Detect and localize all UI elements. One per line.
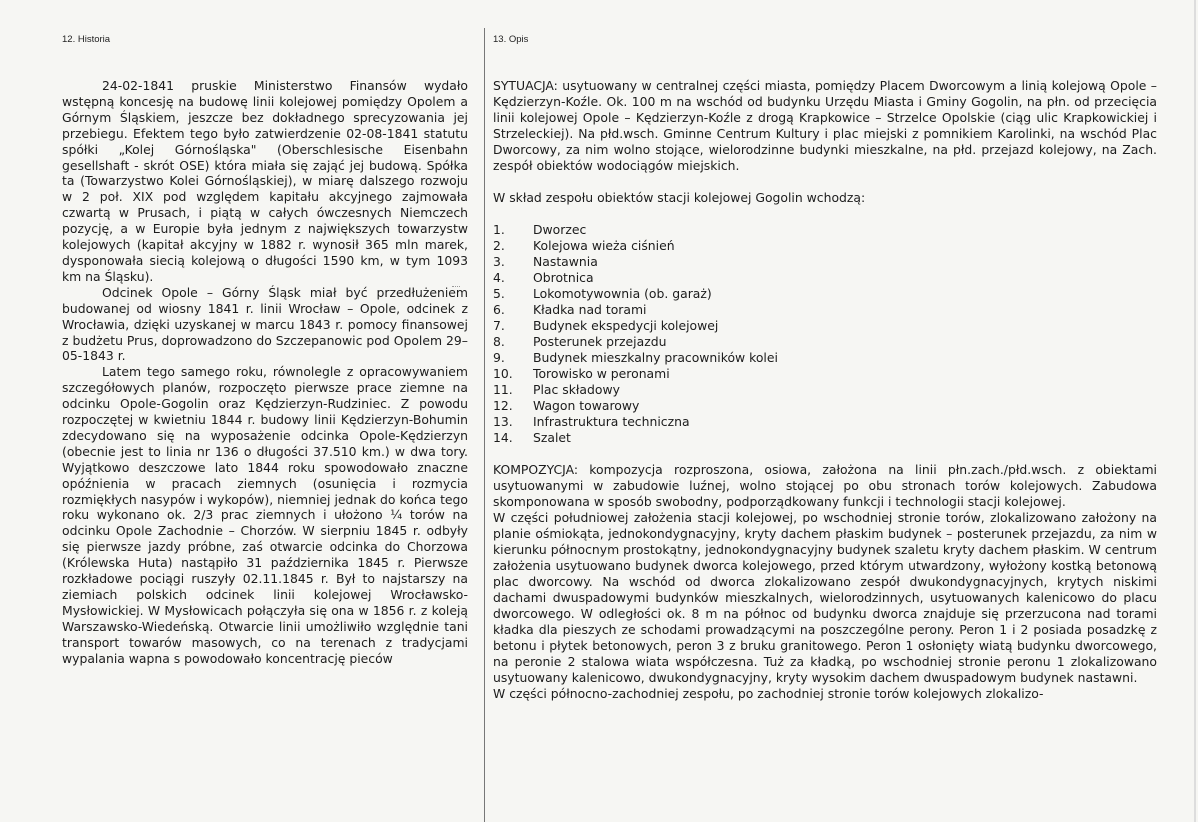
list-item: [493, 286, 1157, 302]
list-item-number: 14.: [493, 430, 513, 445]
list-item: [493, 430, 1157, 446]
south-part-paragraph: W części południowej założenia stacji kolejowej, po wschodniej stronie torów, zlokalizowano założony na planie ośmiokąta, jednokondygnacyjny, kryty dachem płaskim budynek – posterunek przejazdu, za nim w kierunku północnym prostokątny, jednokondygnacyjny budynek szaletu kryty dachem płaskim. W centrum założenia usytuowano budynek dworca kolejowego, przed którym utwardzony, wyłożony kostką betonową plac dworcowy. Na wschód od dworca zlokalizowano zespół dwukondygnacyjnych, krytych niskimi dachami dwuspadowymi budynków mieszkalnych, wielorodzinnych, usytuowanych kalenicowo do placu dworcowego. W odległości ok. 8 m na północ od budynku dworca znajduje się przerzucona nad torami kładka dla pieszych ze schodami prowadzącymi na poszczególne perony. Peron 1 i 2 posiada posadzkę z betonu i płytek betonowych, peron 3 z bruku granitowego. Peron 1 osłonięty wiatą budynku dworcowego, na peronie 2 stalowa wiata współczesna. Tuż za kładką, po wschodniej stronie peronu 1 zlokalizowano usytuowany kalenicowo, dwukondygnacyjny, kryty wysokim dachem dwuspadowym budynek nastawni.: [493, 510, 1157, 685]
situation-paragraph: SYTUACJA: usytuowany w centralnej części miasta, pomiędzy Placem Dworcowym a linią kolejową Opole – Kędzierzyn-Koźle. Ok. 100 m na wschód od budynku Urzędu Miasta i Gminy Gogolin, na płn. od przecięcia linii kolejowej Opole – Kędzierzyn-Koźle z drogą Krapkowice – Strzelce Opolskie (ciąg ulic Krapkowickiej i Strzeleckiej). Na płd.wsch. Gminne Centrum Kultury i plac miejski z pomnikiem Karolinki, na wschód Plac Dworcowy, za nim wolno stojące, wielorodzinne budynki mieszkalne, na płd. przejazd kolejowy, na Zach. zespół obiektów wodociągów miejskich.: [493, 78, 1157, 173]
list-item: [493, 238, 1157, 254]
list-item: [493, 334, 1157, 350]
list-item-number: 4.: [493, 270, 505, 285]
list-item-label: Infrastruktura techniczna: [533, 414, 690, 429]
list-item-number: 7.: [493, 318, 505, 333]
description-text: [493, 78, 1157, 702]
history-paragraph-2: Odcinek Opole – Górny Śląsk miał być przedłużeniem budowanej od wiosny 1841 r. linii Wrocław – Opole, odcinek z Wrocławia, dzięki uzyskanej w marcu 1843 r. pomocy finansowej z budżetu Prus, doprowadzono do Szczepanowic pod Opolem 29–05-1843 r.: [62, 284, 468, 364]
list-item-label: Plac składowy: [533, 382, 620, 397]
history-text: [62, 78, 468, 667]
list-item-label: Torowisko w peronami: [533, 366, 670, 381]
composition-paragraph: KOMPOZYCJA: kompozycja rozproszona, osiowa, założona na linii płn.zach./płd.wsch. z obiektami usytuowanymi w zabudowie luźnej, wolno stojącej po obu stronach torów kolejowych. Zabudowa skomponowana w sposób swobodny, podporządkowany funkcji i technologii stacji kolejowej.: [493, 462, 1157, 509]
page-header-right: 13. Opis: [493, 34, 529, 45]
list-item-number: 5.: [493, 286, 505, 301]
list-item-label: Lokomotywownia (ob. garaż): [533, 286, 712, 301]
list-item-label: Szalet: [533, 430, 571, 445]
list-item-number: 2.: [493, 238, 505, 253]
right-page: [487, 0, 1198, 822]
list-item: [493, 382, 1157, 398]
list-item-number: 9.: [493, 350, 505, 365]
objects-list: [493, 222, 1157, 446]
list-item-number: 6.: [493, 302, 505, 317]
list-item-label: Dworzec: [533, 222, 587, 237]
list-item-number: 8.: [493, 334, 505, 349]
list-item: [493, 366, 1157, 382]
page-edge: [1194, 0, 1196, 822]
list-item-label: Nastawnia: [533, 254, 598, 269]
list-item: [493, 414, 1157, 430]
list-item-label: Kolejowa wieża ciśnień: [533, 238, 675, 253]
northwest-part-paragraph: W części północno-zachodniej zespołu, po zachodniej stronie torów kolejowych zlokalizo-: [493, 686, 1044, 701]
list-item-number: 13.: [493, 414, 513, 429]
list-intro: W skład zespołu obiektów stacji kolejowej Gogolin wchodzą:: [493, 190, 866, 205]
page-header-left: 12. Historia: [62, 34, 111, 45]
page-divider: [484, 28, 485, 822]
list-item: [493, 222, 1157, 238]
list-item-number: 3.: [493, 254, 505, 269]
list-item: [493, 350, 1157, 366]
list-item-number: 11.: [493, 382, 513, 397]
list-item-label: Obrotnica: [533, 270, 594, 285]
history-paragraph-3: Latem tego samego roku, równolegle z opracowywaniem szczegółowych planów, rozpoczęto pierwsze prace ziemne na odcinku Opole-Gogolin oraz Kędzierzyn-Rudziniec. Z powodu rozpoczętej w kwietniu 1844 r. budowy linii Kędzierzyn-Bohumin zdecydowano się na wyposażenie odcinka Opole-Kędzierzyn (obecnie jest to linia nr 136 o długości 37.510 km.) w dwa tory. Wyjątkowo deszczowe lato 1844 roku spowodowało znaczne opóźnienia w pracach ziemnych (osunięcia i rozmycia rozmiękłych nasypów i wykopów), niemniej jednak do końca tego roku wykonano ok. 2/3 prac ziemnych i ułożono ¼ torów na odcinku Opole Zachodnie – Chorzów. W sierpniu 1845 r. odbyły się pierwsze jazdy próbne, zaś otwarcie odcinka do Chorzowa (Królewska Huta) nastąpiło 31 października 1845 r. Pierwsze rozkładowe pociągi ruszyły 02.11.1845 r. Był to najstarszy na ziemiach polskich odcinek linii kolejowej Wrocławsko-Mysłowickiej. W Mysłowicach połączyła się ona w 1856 r. z koleją Warszawsko-Wiedeńską. Otwarcie linii umożliwiło względnie tani transport towarów masowych, co na terenach z tradycjami wypalania wapna s powodowało koncentrację pieców: [62, 364, 468, 666]
list-item-number: 10.: [493, 366, 513, 381]
list-item: [493, 270, 1157, 286]
list-item-label: Wagon towarowy: [533, 398, 640, 413]
left-page: [0, 0, 482, 822]
history-paragraph-1: 24-02-1841 pruskie Ministerstwo Finansów wydało wstępną koncesję na budowę linii kolejowej pomiędzy Opolem a Górnym Śląskiem, jeszcze bez dokładnego sprecyzowania jej przebiegu. Efektem tego było zatwierdzenie 02-08-1841 statutu spółki „Kolej Górnośląska" (Oberschlesische Eisenbahn gesellshaft - skrót OSE) która miała się zająć jej budową. Spółka ta (Towarzystwo Kolei Górnośląskiej), w miarę dalszego rozwoju w 2 poł. XIX pod względem kapitału akcyjnego zajmowała czwartą w Prusach, i piątą w całych ówczesnych Niemczech pozycję, a w Europie była jednym z największych towarzystw kolejowych (kapitał akcyjny w 1882 r. wynosił 365 mln marek, dysponowała siecią kolejową o długości 1590 km, w tym 1093 km na Śląsku).: [62, 78, 468, 284]
list-item: [493, 398, 1157, 414]
list-item: [493, 318, 1157, 334]
list-item-label: Budynek mieszkalny pracowników kolei: [533, 350, 778, 365]
scan-artifact: [452, 286, 460, 291]
list-item-number: 12.: [493, 398, 513, 413]
list-item-number: 1.: [493, 222, 505, 237]
list-item-label: Kładka nad torami: [533, 302, 647, 317]
list-item: [493, 302, 1157, 318]
list-item: [493, 254, 1157, 270]
list-item-label: Budynek ekspedycji kolejowej: [533, 318, 719, 333]
list-item-label: Posterunek przejazdu: [533, 334, 667, 349]
